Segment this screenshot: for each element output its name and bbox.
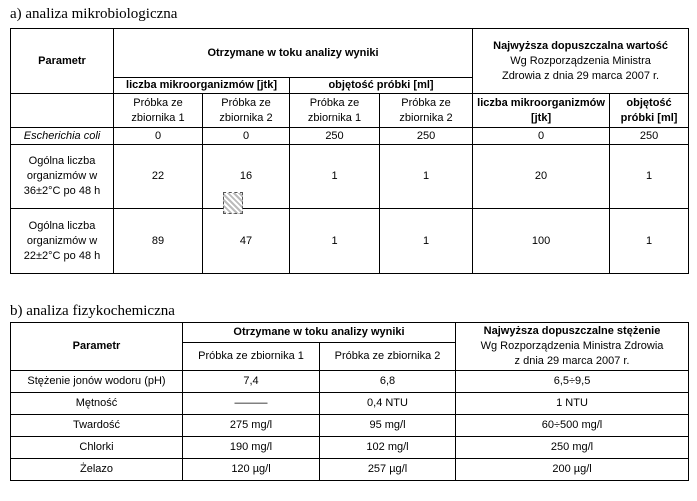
limit-header-title: Najwyższa dopuszczalna wartość [493,39,668,52]
scan-artifact [223,192,243,214]
cell: 1 [380,145,473,209]
cell: 250 [290,128,380,145]
sample2-volume-header: Próbka ze zbiornika 2 [380,94,473,128]
cell: 120 µg/l [183,459,320,481]
limit-volume-header: objętość próbki [ml] [610,94,689,128]
cell: 89 [114,209,203,274]
row-param: Mętność [11,393,183,415]
parametr-spacer [11,94,114,128]
cell: 0 [203,128,290,145]
cell: 102 mg/l [320,437,456,459]
cell: 1 NTU [456,393,689,415]
parametr-header: Parametr [11,29,114,94]
microbiology-table [10,28,689,274]
table-row [11,371,689,393]
count-group-header: liczba mikroorganizmów [jtk] [114,78,290,94]
row-param: Ogólna liczba organizmów w 36±2°C po 48 h [11,145,114,209]
cell: 7,4 [183,371,320,393]
cell: 250 [380,128,473,145]
row-param: Escherichia coli [11,128,114,145]
table-row [11,145,689,209]
row-param: Stężenie jonów wodoru (pH) [11,371,183,393]
limit-header-line2: Wg Rozporządzenia Ministra Zdrowia [480,340,664,352]
cell: 1 [610,209,689,274]
cell: 257 µg/l [320,459,456,481]
sample1-header: Próbka ze zbiornika 1 [183,343,320,371]
limit-count-header: liczba mikroorganizmów [jtk] [473,94,610,128]
table-row [11,459,689,481]
limit-header-line2: Wg Rozporządzenia Ministra [510,54,651,67]
section-a-title: a) analiza mikrobiologiczna [10,6,178,22]
cell: 200 µg/l [456,459,689,481]
results-header: Otrzymane w toku analizy wyniki [114,29,473,78]
row-param: Chlorki [11,437,183,459]
cell: 20 [473,145,610,209]
limit-header [473,29,689,94]
cell: 0 [114,128,203,145]
cell: 250 [610,128,689,145]
parametr-header: Parametr [11,323,183,371]
limit-header-line3: z dnia 29 marca 2007 r. [514,355,630,367]
cell: 1 [610,145,689,209]
table-row [11,128,689,145]
results-header: Otrzymane w toku analizy wyniki [183,323,456,343]
cell: 1 [290,145,380,209]
cell: 60÷500 mg/l [456,415,689,437]
cell: 275 mg/l [183,415,320,437]
sample1-header: Próbka ze zbiornika 1 [114,94,203,128]
cell: 100 [473,209,610,274]
cell: 1 [290,209,380,274]
physicochemical-table [10,322,689,481]
cell: 190 mg/l [183,437,320,459]
table-row [11,415,689,437]
table-row [11,393,689,415]
row-param: Ogólna liczba organizmów w 22±2°C po 48 h [11,209,114,274]
limit-header [456,323,689,371]
cell: 6,5÷9,5 [456,371,689,393]
sample2-header: Próbka ze zbiornika 2 [203,94,290,128]
cell: 22 [114,145,203,209]
cell: 0,4 NTU [320,393,456,415]
cell: 47 [203,209,290,274]
limit-header-title: Najwyższa dopuszczalne stężenie [483,325,661,337]
cell: 250 mg/l [456,437,689,459]
table-row [11,209,689,274]
table-row [11,437,689,459]
section-b-title: b) analiza fizykochemiczna [10,303,175,319]
sample2-header: Próbka ze zbiornika 2 [320,343,456,371]
cell: 95 mg/l [320,415,456,437]
cell: 6,8 [320,371,456,393]
cell: ——— [183,393,320,415]
row-param: Twardość [11,415,183,437]
limit-header-line3: Zdrowia z dnia 29 marca 2007 r. [501,69,660,82]
row-param: Żelazo [11,459,183,481]
volume-group-header: objętość próbki [ml] [290,78,473,94]
cell: 1 [380,209,473,274]
cell: 16 [203,145,290,209]
cell: 0 [473,128,610,145]
sample1-volume-header: Próbka ze zbiornika 1 [290,94,380,128]
